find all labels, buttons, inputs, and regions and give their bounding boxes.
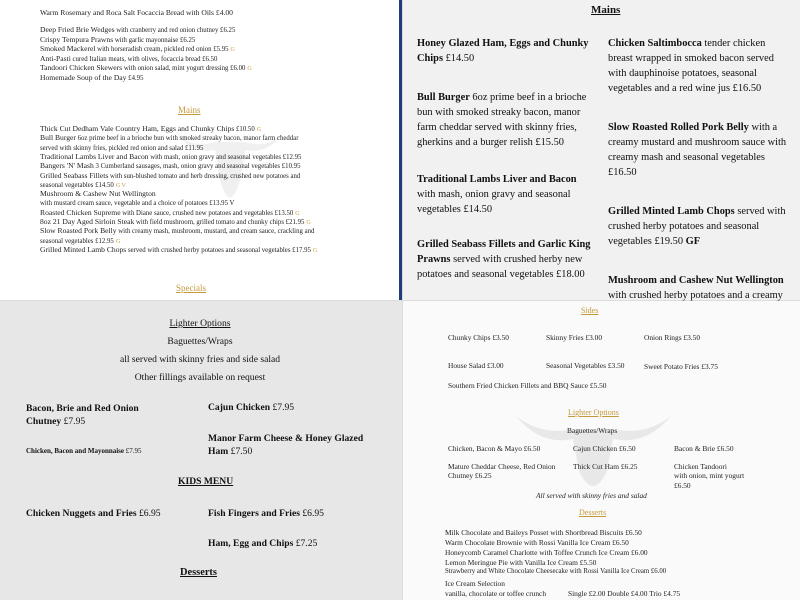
served-note: All served with skinny fries and salad bbox=[536, 491, 647, 500]
mains-item-dietary-mark: G bbox=[295, 210, 300, 217]
starter-item-5 bbox=[40, 73, 145, 84]
mains-item-name: Roasted Chicken Supreme bbox=[40, 207, 121, 217]
starter-item-name: Tandoori Chicken Skewers bbox=[40, 63, 123, 72]
mains-item-desc: with field mushroom, grilled tomato and chunky chips £21.95 bbox=[134, 219, 305, 226]
mains-item-name: Traditional Lambs Liver and Bacon bbox=[40, 151, 149, 161]
mains-item-desc: £10.50 bbox=[234, 126, 255, 133]
other-fillings-line: Other fillings available on request bbox=[134, 372, 266, 383]
dish-lamb-chops: Grilled Minted Lamb Chops served with crushed herby potatoes and seasonal vegetables £19.50 GF bbox=[608, 206, 786, 247]
dessert-brownie: Warm Chocolate Brownie with Rossi Vanilla Ice Cream £6.50 bbox=[445, 538, 629, 547]
mains-item-desc: 3 Cumberland sausages, mash, onion gravy and seasonal vegetables £10.95 bbox=[93, 163, 301, 171]
mains-item-desc: seasonal vegetables £12.95 bbox=[40, 237, 114, 245]
baguette-cheddar-price: Chutney £6.25 bbox=[448, 471, 492, 480]
starter-item-name: Anti-Pasti bbox=[40, 53, 71, 63]
dish-saltimbocca: Chicken Saltimbocca tender chicken breast wrapped in smoked bacon served with dauphinoise potatoes, seasonal vegetables and a red wine jus £16.50 bbox=[608, 38, 774, 94]
item-manor-farm: Manor Farm Cheese & Honey Glazed Ham £7.50 bbox=[208, 433, 364, 457]
starter-item-desc: £4.95 bbox=[126, 74, 144, 82]
desserts-heading-q4: Desserts bbox=[579, 508, 607, 517]
baguette-tandoori-price: £6.50 bbox=[674, 481, 691, 490]
mains-item-desc: served with skinny fries, pickled red onion and salad £11.95 bbox=[40, 144, 204, 152]
starter-item-desc: with cranberry and red onion chutney £6.25 bbox=[114, 27, 236, 34]
mains-item-name: Grilled Seabass Fillets bbox=[40, 170, 109, 180]
mains-item-13 bbox=[40, 245, 317, 256]
desserts-heading-q3: Desserts bbox=[180, 567, 217, 578]
focaccia-line: Warm Rosemary and Roca Salt Focaccia Bread with Oils £4.00 bbox=[40, 8, 233, 17]
starter-item-name: Deep Fried Brie Wedges bbox=[40, 25, 115, 34]
mains-item-dietary-mark: G bbox=[306, 220, 311, 226]
lighter-options-heading-q4: Lighter Options bbox=[568, 408, 619, 417]
dessert-ice-cream: Ice Cream Selection bbox=[445, 579, 505, 588]
baguettes-heading-q4: Baguettes/Wraps bbox=[567, 426, 618, 435]
baguette-ham: Thick Cut Ham £6.25 bbox=[573, 462, 638, 471]
dish-seabass: Grilled Seabass Fillets and Garlic King Prawns served with crushed herby new potatoes and seasonal vegetables £18.00 bbox=[417, 239, 591, 280]
mains-item-name: Grilled Minted Lamb Chops bbox=[40, 244, 127, 254]
mains-item-dietary-mark: G bbox=[312, 247, 318, 254]
mains-heading-large: Mains bbox=[591, 4, 621, 16]
menu-page-mains-large bbox=[403, 0, 800, 300]
mains-item-desc: with sun-blushed tomato and herb dressing, crushed new potatoes and bbox=[108, 172, 301, 180]
mains-item-desc: with mash, onion gravy and seasonal vegetables £12.95 bbox=[148, 153, 302, 161]
mains-item-dietary-mark: G V bbox=[115, 182, 126, 189]
item-cajun-chicken: Cajun Chicken £7.95 bbox=[208, 402, 295, 413]
side-skinny-fries: Skinny Fries £3.00 bbox=[546, 333, 603, 342]
baguette-cajun: Cajun Chicken £6.50 bbox=[573, 444, 636, 453]
served-with-line: all served with skinny fries and side salad bbox=[119, 354, 281, 365]
baguette-tandoori: Chicken Tandoori bbox=[674, 462, 727, 471]
baguette-tandoori-desc: with onion, mint yogurt bbox=[674, 471, 745, 480]
mains-item-name: Mushroom & Cashew Nut Wellington bbox=[40, 189, 156, 199]
dessert-cheesecake: Strawberry and White Chocolate Cheesecake with Rossi Vanilla Ice Cream £6.00 bbox=[445, 568, 667, 575]
mains-left-column bbox=[417, 36, 595, 282]
mains-item-name: Bangers 'N' Mash bbox=[40, 161, 94, 171]
dish-ham: Honey Glazed Ham, Eggs and Chunky Chips £14.50 bbox=[417, 38, 589, 64]
mains-item-desc: with Diane sauce, crushed new potatoes and vegetables £13.50 bbox=[120, 209, 294, 217]
dish-wellington: Mushroom and Cashew Nut Wellington with crushed herby potatoes and a creamy bbox=[608, 275, 784, 301]
mains-item-name: Slow Roasted Pork Belly bbox=[40, 226, 117, 236]
specials-heading: Specials bbox=[176, 283, 206, 293]
mains-item-name: Bull Burger bbox=[40, 133, 76, 143]
item-bacon-brie: Bacon, Brie and Red Onion Chutney £7.95 bbox=[26, 403, 139, 427]
mains-item-dietary-mark: G bbox=[115, 238, 121, 245]
dessert-lemon: Lemon Meringue Pie with Vanilla Ice Cream £5.50 bbox=[445, 558, 597, 567]
starter-item-desc: cured Italian meats, with olives, focaccia bread £6.50 bbox=[70, 55, 218, 63]
mains-item-name: 8oz 21 Day Aged Sirloin Steak bbox=[40, 217, 135, 226]
mains-item-desc: served with crushed herby potatoes and seasonal vegetables £17.95 bbox=[126, 246, 311, 254]
menu-page-starters-mains bbox=[0, 0, 402, 300]
side-chunky-chips: Chunky Chips £3.50 bbox=[448, 333, 509, 342]
kids-menu-heading: KIDS MENU bbox=[178, 476, 234, 487]
side-onion-rings: Onion Rings £3.50 bbox=[644, 333, 701, 342]
mains-right-column bbox=[608, 36, 791, 318]
dessert-posset: Milk Chocolate and Baileys Posset with Shortbread Biscuits £6.50 bbox=[445, 528, 642, 537]
side-southern-fried: Southern Fried Chicken Fillets and BBQ Sauce £5.50 bbox=[448, 381, 607, 390]
mains-item-desc: seasonal vegetables £14.50 bbox=[40, 181, 114, 189]
starter-item-desc: with onion salad, mint yogurt dressing £6.00 bbox=[122, 65, 246, 72]
side-seasonal-veg: Seasonal Vegetables £3.50 bbox=[546, 361, 625, 370]
dessert-ice-cream-flavours: vanilla, chocolate or toffee crunch bbox=[445, 589, 547, 598]
kids-fish-fingers: Fish Fingers and Fries £6.95 bbox=[208, 508, 324, 519]
starter-item-dietary-mark: G bbox=[247, 66, 252, 72]
mains-item-desc: with mustard cream sauce, vegetable and a choice of potatoes £13.95 V bbox=[40, 200, 235, 208]
starter-item-desc: with horseradish cream, pickled red onion £5.95 bbox=[95, 46, 229, 53]
sides-heading: Sides bbox=[581, 306, 599, 315]
starter-item-name: Homemade Soup of the Day bbox=[40, 72, 127, 82]
mains-heading: Mains bbox=[178, 105, 201, 115]
lighter-options-heading: Lighter Options bbox=[169, 318, 231, 329]
dish-lambs-liver: Traditional Lambs Liver and Bacon with mash, onion gravy and seasonal vegetables £14.50 bbox=[417, 174, 577, 215]
baguette-chicken-bacon: Chicken, Bacon & Mayo £6.50 bbox=[448, 444, 541, 453]
mains-item-name: Thick Cut Dedham Vale Country Ham, Eggs and Chunky Chips bbox=[40, 124, 235, 133]
dish-pork-belly: Slow Roasted Rolled Pork Belly with a creamy mustard and mushroom sauce with creamy mash and seasonal vegetables £16.50 bbox=[608, 122, 787, 178]
starter-item-name: Smoked Mackerel bbox=[40, 44, 96, 53]
starter-item-dietary-mark: G bbox=[230, 47, 235, 53]
mains-item-dietary-mark: G bbox=[256, 127, 262, 133]
mains-item-desc: with creamy mash, mushroom, mustard, and cream sauce, crackling and bbox=[116, 228, 315, 236]
side-sweet-potato: Sweet Potato Fries £3.75 bbox=[644, 362, 718, 371]
starter-item-desc: with garlic mayonnaise £6.25 bbox=[113, 36, 196, 44]
dessert-charlotte: Honeycomb Caramel Charlotte with Toffee Crunch Ice Cream £6.00 bbox=[445, 548, 648, 557]
baguettes-heading: Baguettes/Wraps bbox=[167, 336, 233, 347]
item-chicken-bacon-mayo: Chicken, Bacon and Mayonnaise £7.95 bbox=[26, 447, 142, 455]
kids-nuggets: Chicken Nuggets and Fries £6.95 bbox=[26, 508, 161, 519]
menu-page-lighter-kids bbox=[0, 301, 402, 600]
kids-ham-egg: Ham, Egg and Chips £7.25 bbox=[208, 538, 318, 549]
dish-bull-burger: Bull Burger 6oz prime beef in a brioche bun with smoked streaky bacon, manor farm cheddar served with skinny fries, gherkins and a burger relish £15.50 bbox=[417, 92, 587, 148]
mains-item-desc: 6oz prime beef in a brioche bun with smoked streaky bacon, manor farm cheddar bbox=[75, 135, 299, 143]
menu-page-sides-desserts bbox=[403, 301, 800, 600]
baguette-bacon-brie: Bacon & Brie £6.50 bbox=[674, 444, 734, 453]
baguette-cheddar: Mature Cheddar Cheese, Red Onion bbox=[448, 462, 556, 471]
side-house-salad: House Salad £3.00 bbox=[448, 361, 504, 370]
dessert-ice-cream-prices: Single £2.00 Double £4.00 Trio £4.75 bbox=[568, 589, 681, 598]
starter-item-name: Crispy Tempura Prawns bbox=[40, 34, 114, 44]
